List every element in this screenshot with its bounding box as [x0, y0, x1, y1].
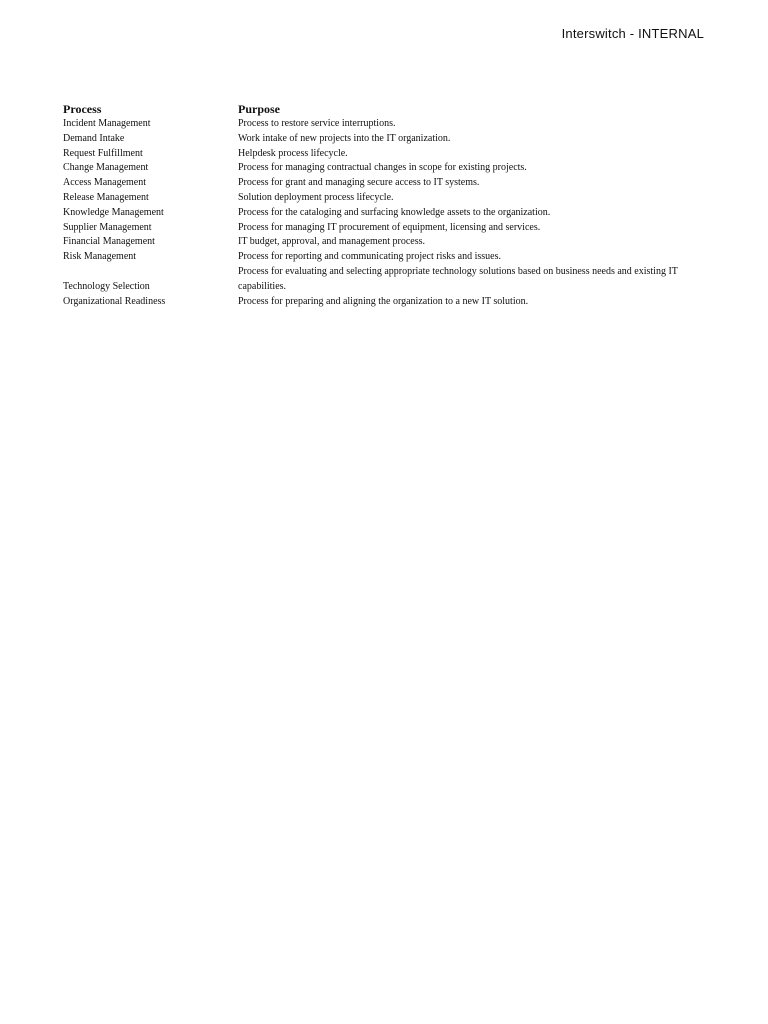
column-header-process: Process — [63, 102, 102, 116]
process-purpose: Helpdesk process lifecycle. — [238, 147, 348, 159]
process-name: Release Management — [63, 191, 149, 203]
table-row — [63, 147, 703, 162]
table-header-row — [63, 101, 703, 117]
process-name: Access Management — [63, 177, 147, 189]
table-row — [63, 132, 703, 147]
column-header-purpose: Purpose — [238, 102, 280, 116]
process-name: Demand Intake — [63, 132, 125, 144]
table-row — [63, 206, 703, 221]
process-name: Change Management — [63, 162, 149, 174]
process-purpose: Process for the cataloging and surfacing knowledge assets to the organization. — [238, 206, 551, 218]
table-row — [63, 221, 703, 236]
classification-label: Interswitch - INTERNAL — [561, 26, 704, 41]
process-purpose: IT budget, approval, and management process. — [238, 236, 425, 248]
table-row — [63, 295, 703, 310]
process-purpose: Process for reporting and communicating project risks and issues. — [238, 251, 501, 263]
process-purpose: Process for managing contractual changes in scope for existing projects. — [238, 162, 527, 174]
process-purpose: Process for grant and managing secure access to IT systems. — [238, 177, 480, 189]
table-row — [63, 161, 703, 176]
process-table — [63, 101, 703, 309]
process-name: Technology Selection — [63, 280, 150, 292]
process-name: Risk Management — [63, 251, 137, 263]
table-row — [63, 235, 703, 250]
table-row — [63, 176, 703, 191]
process-purpose: Work intake of new projects into the IT organization. — [238, 132, 451, 144]
table-row — [63, 191, 703, 206]
table-row — [63, 265, 703, 295]
table-row — [63, 117, 703, 132]
process-name: Organizational Readiness — [63, 295, 166, 307]
process-purpose: Process to restore service interruptions. — [238, 118, 396, 129]
process-name: Financial Management — [63, 236, 155, 248]
process-purpose: Process for preparing and aligning the organization to a new IT solution. — [238, 295, 529, 307]
process-name: Incident Management — [63, 118, 151, 129]
process-name: Supplier Management — [63, 221, 152, 233]
table-row — [63, 250, 703, 265]
process-name: Request Fulfillment — [63, 147, 143, 159]
process-purpose: Solution deployment process lifecycle. — [238, 191, 394, 203]
process-purpose: Process for managing IT procurement of equipment, licensing and services. — [238, 221, 541, 233]
process-purpose: Process for evaluating and selecting appropriate technology solutions based on business needs and existing IT capabilities. — [238, 265, 678, 292]
process-name: Knowledge Management — [63, 206, 164, 218]
